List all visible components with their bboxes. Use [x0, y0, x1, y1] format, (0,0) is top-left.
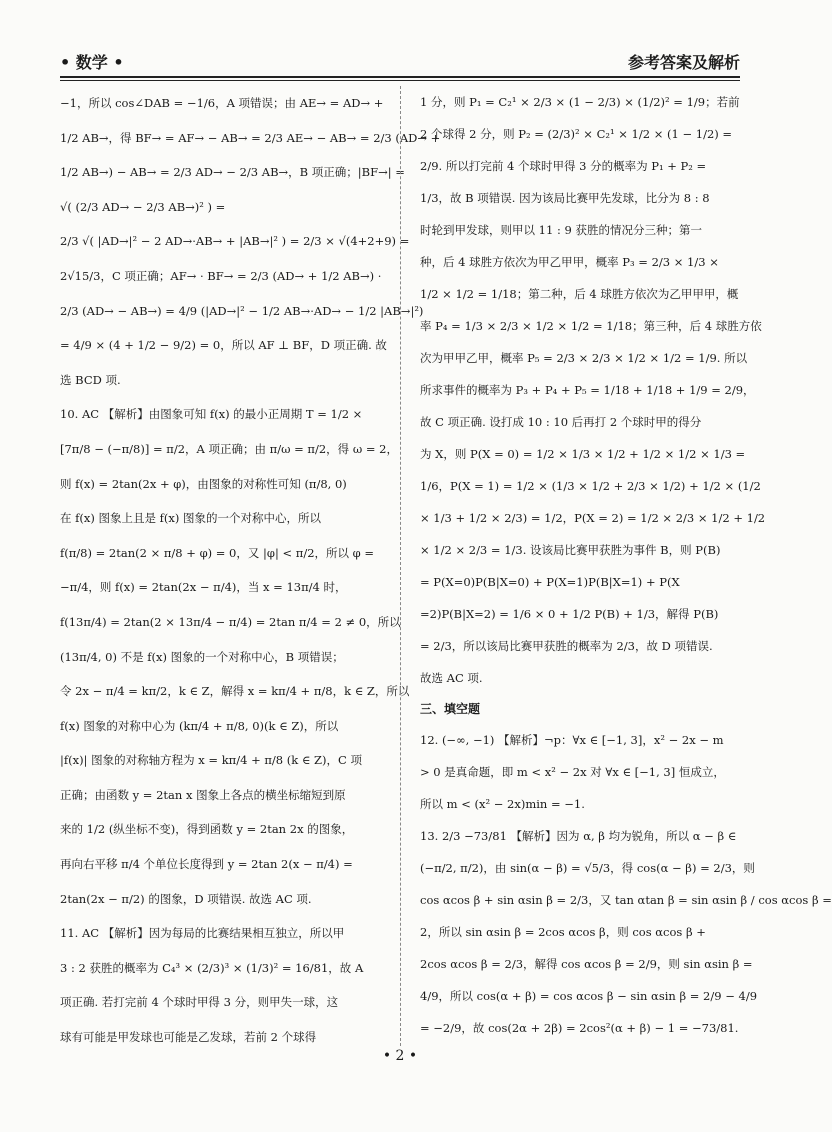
text-line: = 4/9 × (4 + 1/2 − 9/2) = 0，所以 AF ⊥ BF，D 项正确. 故 [60, 338, 387, 353]
text-line: (13π/4, 0) 不是 f(x) 图象的一个对称中心，B 项错误； [60, 649, 344, 664]
text-line: 所以 m < (x² − 2x)min = −1. [420, 797, 585, 811]
text-line: 3 : 2 获胜的概率为 C₄³ × (2/3)³ × (1/3)² = 16/81，故 A [60, 960, 364, 975]
column-divider [400, 86, 401, 1046]
text-line: = P(X=0)P(B|X=0) + P(X=1)P(B|X=1) + P(X [420, 575, 680, 589]
text-line: 所求事件的概率为 P₃ + P₄ + P₅ = 1/18 + 1/18 + 1/9 = 2/9， [420, 383, 755, 397]
section-title-fill-blank: 三、填空题 [420, 702, 481, 716]
text-line: 2cos αcos β = 2/3，解得 cos αcos β = 2/9，则 sin αsin β = [420, 957, 753, 971]
text-line: 2/3 √( |AD→|² − 2 AD→·AB→ + |AB→|² ) = 2/3 × √(4+2+9) = [60, 234, 410, 249]
text-line: 故选 AC 项. [420, 671, 483, 685]
text-line: √( (2/3 AD→ − 2/3 AB→)² ) = [60, 199, 226, 214]
text-line: 率 P₄ = 1/3 × 2/3 × 1/2 × 1/2 = 1/18；第三种，后 4 球胜方依 [420, 319, 762, 333]
subject-label: • 数学 • [60, 53, 124, 72]
text-line: −π/4，则 f(x) = 2tan(2x − π/4)，当 x = 13π/4 时， [60, 580, 347, 595]
text-line: 2 个球得 2 分，则 P₂ = (2/3)² × C₂¹ × 1/2 × (1 − 1/2) = [420, 127, 733, 141]
text-line: 2tan(2x − π/2) 的图象，D 项错误. 故选 AC 项. [60, 891, 312, 906]
left-column [60, 86, 441, 1055]
text-line: 1/3，故 B 项错误. 因为该局比赛甲先发球，比分为 8 : 8 [420, 191, 710, 205]
text-line: 选 BCD 项. [60, 372, 121, 387]
text-line: 4/9，所以 cos(α + β) = cos αcos β − sin αsin β = 2/9 − 4/9 [420, 989, 758, 1003]
text-line: 10. AC 【解析】由图象可知 f(x) 的最小正周期 T = 1/2 × [60, 407, 363, 422]
text-line: 故 C 项正确. 设打成 10 : 10 后再打 2 个球时甲的得分 [420, 415, 702, 429]
text-line: 种，后 4 球胜方依次为甲乙甲甲，概率 P₃ = 2/3 × 1/3 × [420, 255, 719, 269]
text-line: × 1/2 × 2/3 = 1/3. 设该局比赛甲获胜为事件 B，则 P(B) [420, 543, 721, 557]
text-line: 项正确. 若打完前 4 个球时甲得 3 分，则甲失一球，这 [60, 995, 339, 1010]
text-line: f(π/8) = 2tan(2 × π/8 + φ) = 0，又 |φ| < π/2，所以 φ = [60, 545, 375, 560]
text-line: 令 2x − π/4 = kπ/2，k ∈ Z，解得 x = kπ/4 + π/8，k ∈ Z，所以 [60, 684, 410, 699]
text-line: 次为甲甲乙甲，概率 P₅ = 2/3 × 2/3 × 1/2 × 1/2 = 1/9. 所以 [420, 351, 748, 365]
text-line: 则 f(x) = 2tan(2x + φ)，由图象的对称性可知 (π/8, 0) [60, 476, 347, 491]
text-line: = 2/3，所以该局比赛甲获胜的概率为 2/3，故 D 项错误. [420, 639, 713, 653]
text-line: 在 f(x) 图象上且是 f(x) 图象的一个对称中心，所以 [60, 511, 322, 526]
text-line: 球有可能是甲发球也可能是乙发球，若前 2 个球得 [60, 1030, 317, 1045]
text-line: 11. AC 【解析】因为每局的比赛结果相互独立，所以甲 [60, 926, 345, 941]
text-line: f(x) 图象的对称中心为 (kπ/4 + π/8, 0)(k ∈ Z)，所以 [60, 718, 339, 733]
text-line: f(13π/4) = 2tan(2 × 13π/4 − π/4) = 2tan π/4 = 2 ≠ 0，所以 [60, 614, 401, 629]
text-line: |f(x)| 图象的对称轴方程为 x = kπ/4 + π/8 (k ∈ Z)，C 项 [60, 753, 362, 768]
text-line: 2√15/3，C 项正确；AF→ · BF→ = 2/3 (AD→ + 1/2 AB→) · [60, 268, 382, 283]
text-line: 2/3 (AD→ − AB→) = 4/9 (|AD→|² − 1/2 AB→·AD→ − 1/2 |AB→|²) [60, 303, 424, 318]
page-header [60, 46, 740, 78]
text-line: > 0 是真命题，即 m < x² − 2x 对 ∀x ∈ [−1, 3] 恒成立， [420, 765, 725, 779]
right-column [420, 86, 832, 1044]
text-line: =2)P(B|X=2) = 1/6 × 0 + 1/2 P(B) + 1/3，解得 P(B) [420, 607, 719, 621]
text-line: 时轮到甲发球，则甲以 11 : 9 获胜的情况分三种；第一 [420, 223, 702, 237]
text-line: × 1/3 + 1/2 × 2/3) = 1/2，P(X = 2) = 1/2 × 2/3 × 1/2 + 1/2 [420, 511, 766, 525]
header-rule [60, 80, 740, 81]
text-line: 1 分，则 P₁ = C₂¹ × 2/3 × (1 − 2/3) × (1/2)² = 1/9；若前 [420, 95, 740, 109]
text-line: = −2/9，故 cos(2α + 2β) = 2cos²(α + β) − 1 = −73/81. [420, 1021, 739, 1035]
text-line: 2，所以 sin αsin β = 2cos αcos β，则 cos αcos β + [420, 925, 706, 939]
text-line: 2/9. 所以打完前 4 个球时甲得 3 分的概率为 P₁ + P₂ = [420, 159, 707, 173]
text-line: (−π/2, π/2)，由 sin(α − β) = √5/3，得 cos(α − β) = 2/3，则 [420, 861, 755, 875]
text-line: −1，所以 cos∠DAB = −1/6，A 项错误；由 AE→ = AD→ + [60, 96, 384, 110]
text-line: cos αcos β + sin αsin β = 2/3，又 tan αtan β = sin αsin β / cos αcos β = [420, 893, 832, 907]
text-line: 为 X，则 P(X = 0) = 1/2 × 1/3 × 1/2 + 1/2 × 1/2 × 1/3 = [420, 447, 746, 461]
text-line: 来的 1/2 (纵坐标不变)，得到函数 y = 2tan 2x 的图象， [60, 822, 354, 837]
text-line: 1/2 AB→，得 BF→ = AF→ − AB→ = 2/3 AE→ − AB→ = 2/3 (AD→ + [60, 130, 441, 145]
text-line: 12. (−∞, −1) 【解析】¬p：∀x ∈ [−1, 3]，x² − 2x − m [420, 733, 724, 747]
text-line: [7π/8 − (−π/8)] = π/2，A 项正确；由 π/ω = π/2，得 ω = 2， [60, 441, 398, 456]
text-line: 1/6，P(X = 1) = 1/2 × (1/3 × 1/2 + 2/3 × 1/2) + 1/2 × (1/2 [420, 479, 761, 493]
text-line: 再向右平移 π/4 个单位长度得到 y = 2tan 2(x − π/4) = [60, 857, 353, 872]
header-title: 参考答案及解析 [627, 53, 740, 72]
text-line: 正确；由函数 y = 2tan x 图象上各点的横坐标缩短到原 [60, 787, 346, 802]
page-number: • 2 • [382, 1048, 418, 1064]
text-line: 1/2 AB→) − AB→ = 2/3 AD→ − 2/3 AB→，B 项正确；|BF→| = [60, 165, 405, 180]
text-line: 1/2 × 1/2 = 1/18；第二种，后 4 球胜方依次为乙甲甲甲，概 [420, 287, 739, 301]
text-line: 13. 2/3 −73/81 【解析】因为 α, β 均为锐角，所以 α − β ∈ [420, 829, 737, 843]
